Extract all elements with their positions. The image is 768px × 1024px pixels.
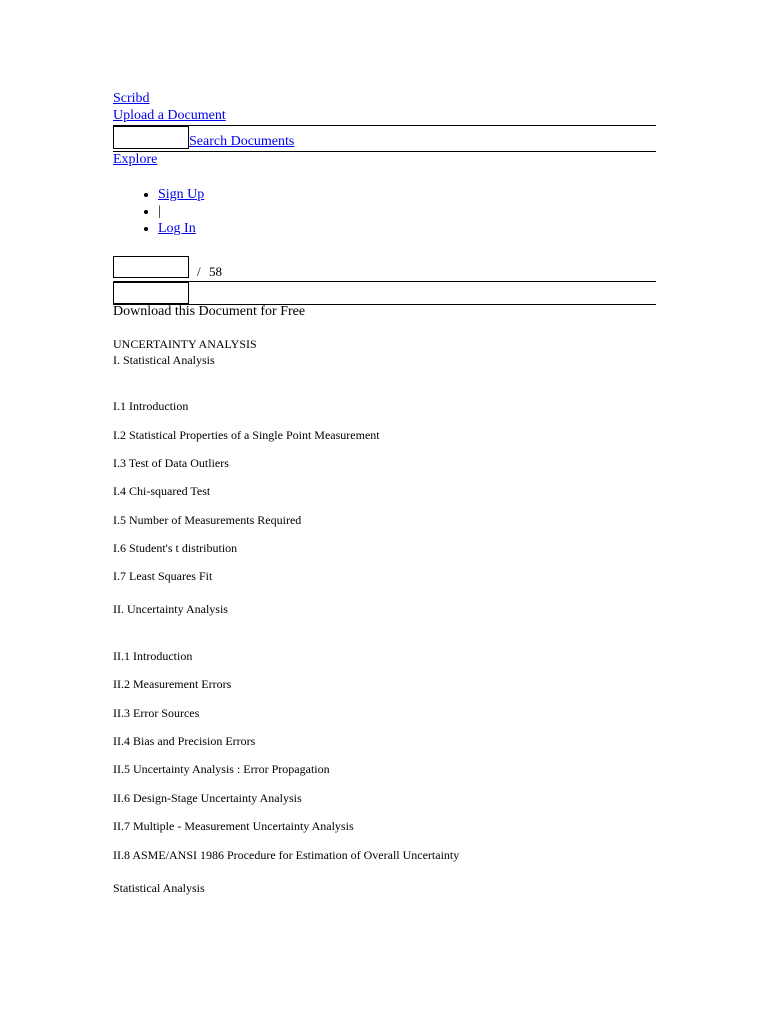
toc-item: II.4 Bias and Precision Errors xyxy=(113,734,256,748)
toc-item: I.3 Test of Data Outliers xyxy=(113,456,229,470)
page-number-input[interactable] xyxy=(113,256,189,278)
toc-item: II.2 Measurement Errors xyxy=(113,677,232,691)
toc-item: II.1 Introduction xyxy=(113,649,193,663)
toc-item: I.4 Chi-squared Test xyxy=(113,484,211,498)
page-jump-input[interactable] xyxy=(113,282,189,304)
toc-item: I.7 Least Squares Fit xyxy=(113,569,213,583)
explore-link[interactable]: Explore xyxy=(113,152,158,167)
toc-item: II.5 Uncertainty Analysis : Error Propagation xyxy=(113,762,330,776)
download-text: Download this Document for Free xyxy=(113,304,306,319)
footer-heading: Statistical Analysis xyxy=(113,881,205,895)
account-menu-item-separator xyxy=(158,203,204,220)
section1-heading: I. Statistical Analysis xyxy=(113,353,215,367)
document-title: UNCERTAINTY ANALYSIS xyxy=(113,337,257,351)
pager-divider-top xyxy=(113,281,656,282)
total-pages: 58 xyxy=(209,264,222,279)
header-divider-bottom xyxy=(113,151,656,152)
toc-item: II.6 Design-Stage Uncertainty Analysis xyxy=(113,791,302,805)
toc-item: I.2 Statistical Properties of a Single Point Measurement xyxy=(113,428,380,442)
login-link[interactable]: Log In xyxy=(158,221,196,236)
signup-link[interactable]: Sign Up xyxy=(158,187,205,202)
toc-item: II.8 ASME/ANSI 1986 Procedure for Estimation of Overall Uncertainty xyxy=(113,848,460,862)
account-menu-item-signup xyxy=(158,186,204,203)
account-menu-item-login xyxy=(158,220,204,237)
scribd-home-link[interactable]: Scribd xyxy=(113,91,150,106)
header-divider-top xyxy=(113,125,656,126)
toc-item: I.6 Student's t distribution xyxy=(113,541,238,555)
search-documents-button[interactable]: Search Documents xyxy=(189,134,295,149)
upload-document-link[interactable]: Upload a Document xyxy=(113,108,226,123)
toc-item: I.1 Introduction xyxy=(113,399,189,413)
page-separator: / xyxy=(197,264,201,279)
toc-item: II.7 Multiple - Measurement Uncertainty Analysis xyxy=(113,819,354,833)
toc-item: II.3 Error Sources xyxy=(113,706,200,720)
account-menu xyxy=(113,186,204,237)
search-input[interactable] xyxy=(113,126,189,149)
menu-separator: | xyxy=(158,204,161,219)
section2-heading: II. Uncertainty Analysis xyxy=(113,602,228,616)
toc-item: I.5 Number of Measurements Required xyxy=(113,513,302,527)
